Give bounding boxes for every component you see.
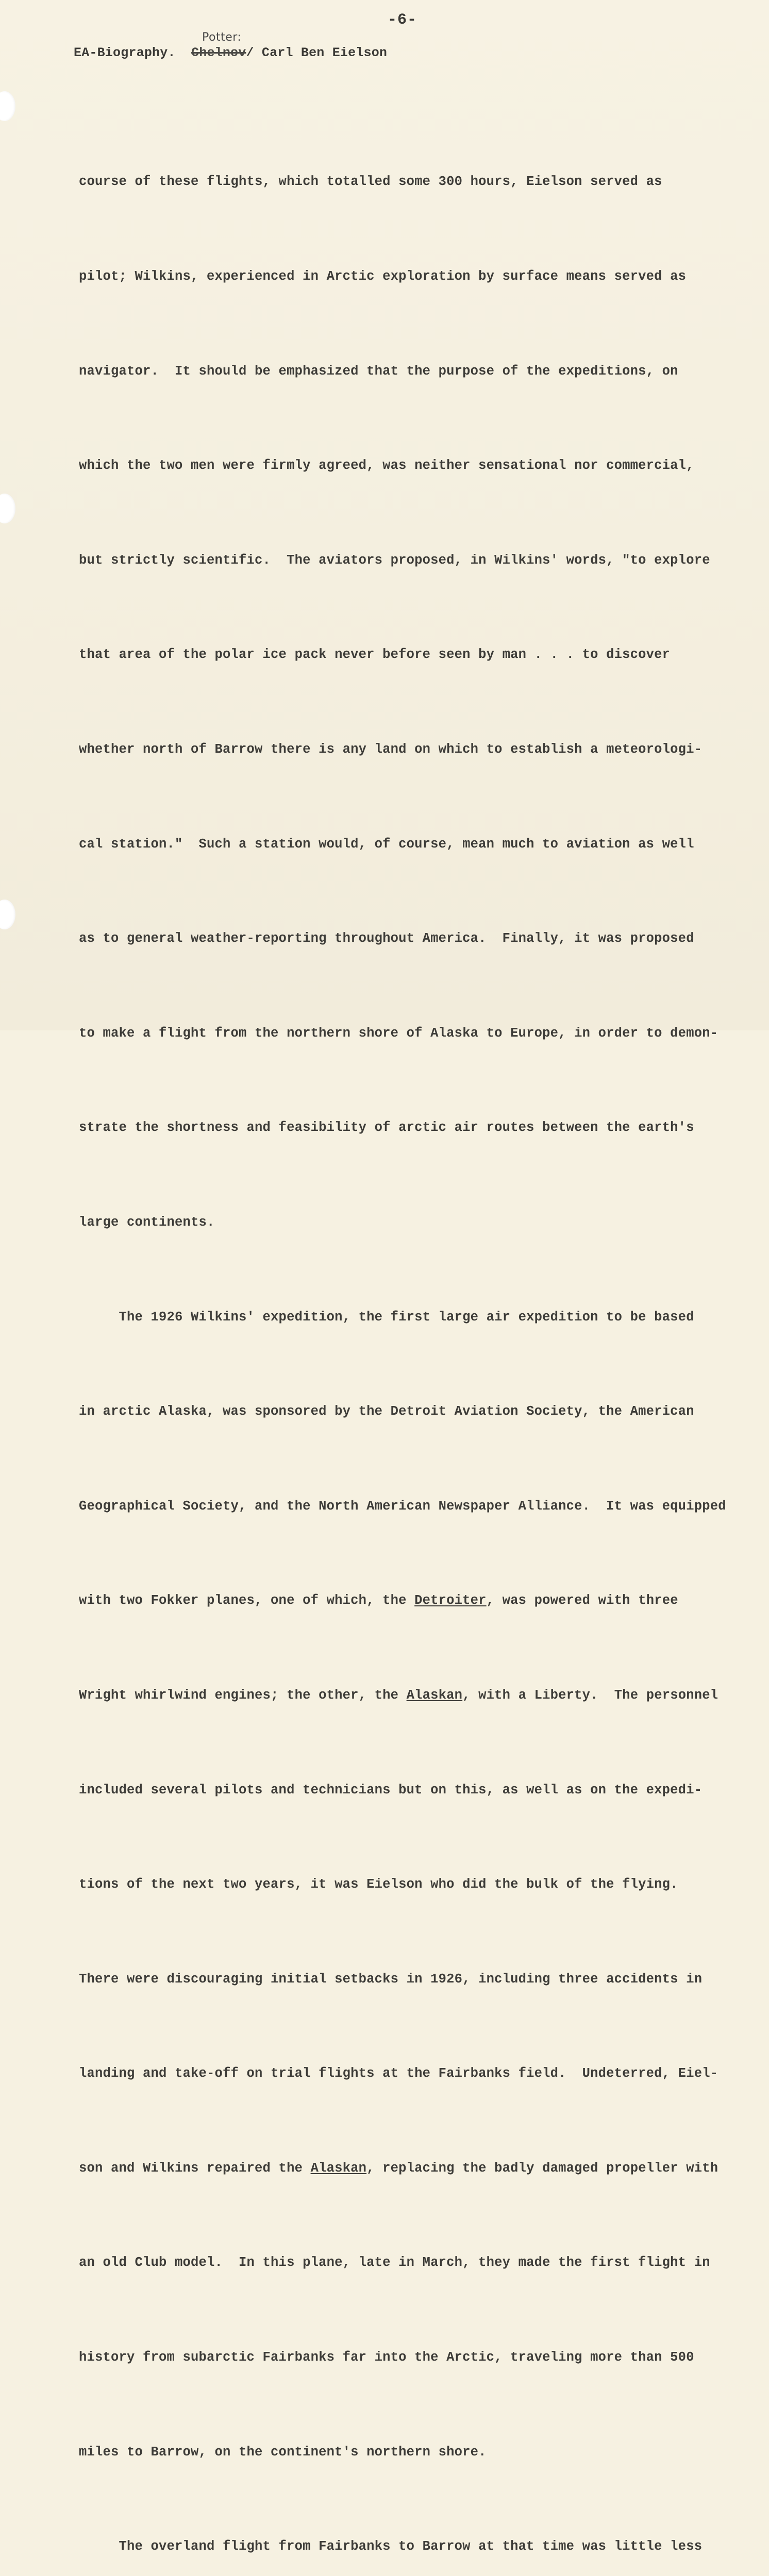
text-line (79, 2153, 718, 2184)
struck-out-name: Chelnov (191, 45, 246, 60)
text-segment: , replacing the badly damaged propeller with (366, 2160, 718, 2176)
text-line (79, 1585, 718, 1616)
header-prefix: EA-Biography. (74, 45, 176, 60)
text-line: but strictly scientific. The aviators proposed, in Wilkins' words, "to explore (79, 552, 710, 568)
text-line: large continents. (79, 1214, 215, 1230)
text-line: as to general weather-reporting throughout America. Finally, it was proposed (79, 931, 694, 946)
text-segment: , was powered with three (486, 1593, 678, 1608)
punch-hole (0, 900, 15, 929)
body-text (79, 103, 726, 2576)
handwritten-annotation: Potter: (202, 31, 242, 44)
text-line: landing and take-off on trial flights at the Fairbanks field. Undeterred, Eiel- (79, 2066, 718, 2081)
text-line: navigator. It should be emphasized that the purpose of the expeditions, on (79, 363, 678, 379)
punch-hole (0, 91, 15, 121)
text-line: in arctic Alaska, was sponsored by the Detroit Aviation Society, the American (79, 1404, 694, 1419)
text-line: whether north of Barrow there is any land on which to establish a meteorologi- (79, 741, 703, 757)
text-line: course of these flights, which totalled some 300 hours, Eielson served as (79, 174, 662, 190)
document-header (74, 45, 387, 60)
text-line: The overland flight from Fairbanks to Barrow at that time was little less (79, 2539, 703, 2554)
page-number: -6- (388, 11, 417, 29)
text-segment: with two Fokker planes, one of which, the (79, 1593, 415, 1608)
text-segment: son and Wilkins repaired the (79, 2160, 311, 2176)
header-slash: / (246, 45, 254, 60)
text-line: There were discouraging initial setbacks in 1926, including three accidents in (79, 1971, 703, 1987)
punch-hole (0, 494, 15, 523)
text-line: included several pilots and technicians but on this, as well as on the expedi- (79, 1782, 703, 1798)
text-line: pilot; Wilkins, experienced in Arctic exploration by surface means served as (79, 269, 687, 284)
text-line: Geographical Society, and the North American Newspaper Alliance. It was equipped (79, 1498, 726, 1514)
underlined-plane-name: Alaskan (406, 1687, 463, 1703)
text-segment: Wright whirlwind engines; the other, the (79, 1687, 407, 1703)
text-line: The 1926 Wilkins' expedition, the first large air expedition to be based (79, 1309, 694, 1325)
text-line (79, 1680, 718, 1711)
text-line: strate the shortness and feasibility of arctic air routes between the earth's (79, 1120, 694, 1136)
text-segment: , with a Liberty. The personnel (462, 1687, 718, 1703)
text-line: which the two men were firmly agreed, was neither sensational nor commercial, (79, 458, 694, 473)
text-line: cal station." Such a station would, of course, mean much to aviation as well (79, 836, 694, 852)
text-line: history from subarctic Fairbanks far into the Arctic, traveling more than 500 (79, 2350, 694, 2365)
underlined-plane-name: Alaskan (310, 2160, 367, 2176)
text-line: an old Club model. In this plane, late in March, they made the first flight in (79, 2255, 710, 2270)
text-line: miles to Barrow, on the continent's northern shore. (79, 2444, 487, 2460)
header-subject: Carl Ben Eielson (261, 45, 388, 60)
text-line: tions of the next two years, it was Eielson who did the bulk of the flying. (79, 1877, 678, 1892)
text-line: that area of the polar ice pack never before seen by man . . . to discover (79, 647, 671, 663)
underlined-plane-name: Detroiter (414, 1593, 487, 1608)
text-line: to make a flight from the northern shore of Alaska to Europe, in order to demon- (79, 1025, 718, 1041)
